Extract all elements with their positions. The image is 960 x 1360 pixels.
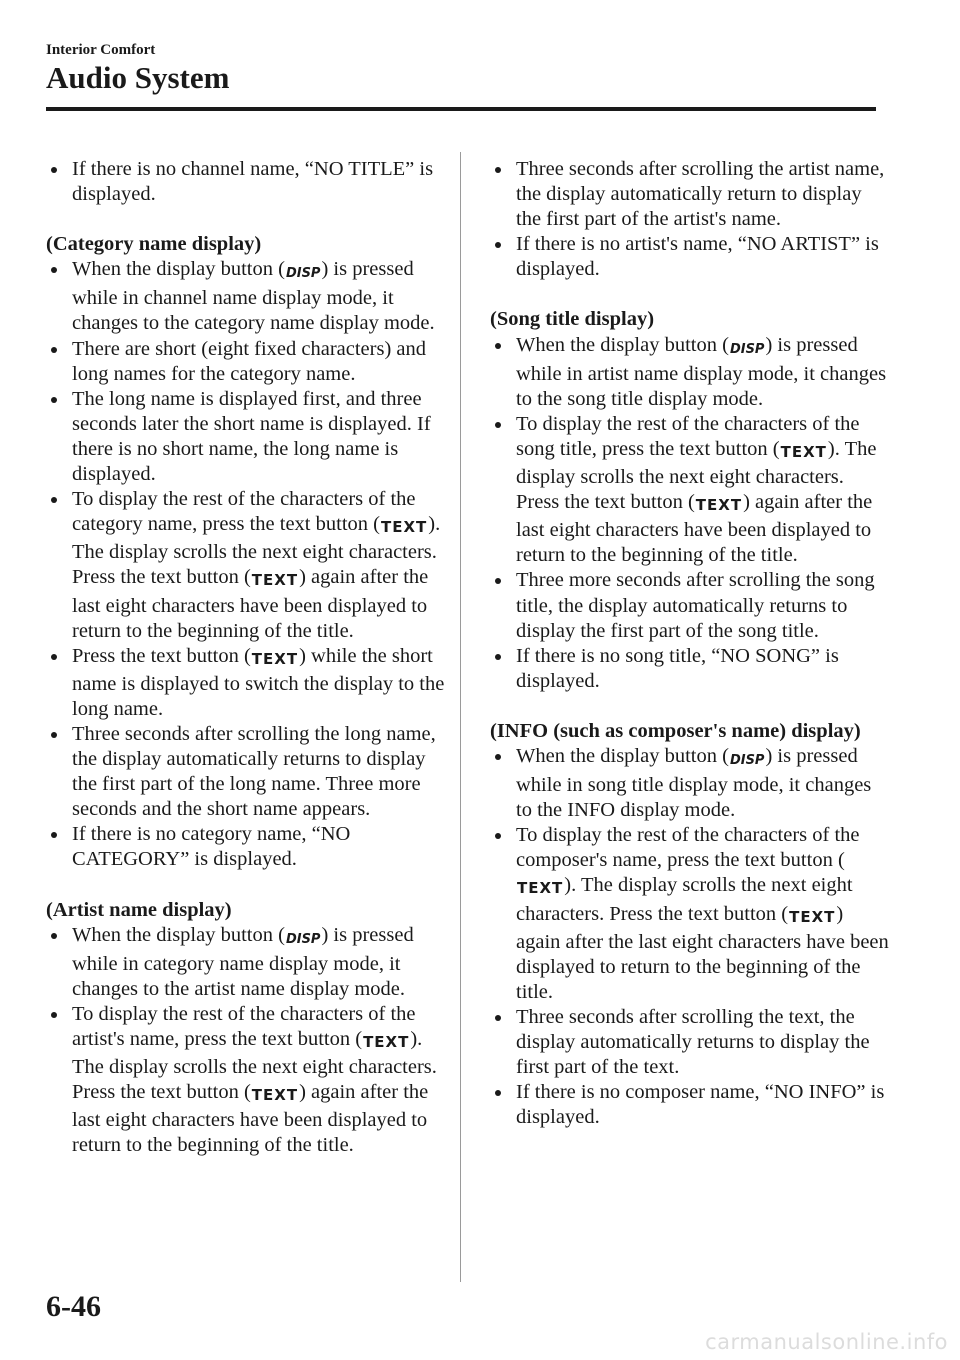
list-item: Three more seconds after scrolling the song title, the display automatically returns to display the first part of the song title.: [490, 568, 890, 643]
section-heading: (Artist name display): [46, 898, 232, 921]
list-item: If there is no category name, “NO CATEGORY” is displayed.: [46, 822, 446, 872]
artist-name-continued: [490, 157, 890, 282]
page-number: 6-46: [46, 1290, 101, 1323]
channel-name-notes: [46, 157, 446, 207]
list-item: When the display button (DISP) is pressed while in artist name display mode, it changes to the song title display mode.: [490, 333, 890, 412]
bullet-dot-icon: [51, 397, 57, 403]
list-item: If there is no song title, “NO SONG” is displayed.: [490, 644, 890, 694]
bullet-dot-icon: [495, 343, 501, 349]
list-item: Three seconds after scrolling the long name, the display automatically returns to display the first part of the long name. Three more seconds and the short name appears.: [46, 722, 446, 822]
list-item: To display the rest of the characters of the category name, press the text button (TEXT). The display scrolls the next eight characters. Press the text button (TEXT) again after the last eight characters have been displayed to return to the beginning of the title.: [46, 487, 446, 644]
section-heading: (INFO (such as composer's name) display): [490, 719, 861, 742]
bullet-dot-icon: [495, 1090, 501, 1096]
bullet-dot-icon: [51, 1012, 57, 1018]
bullet-dot-icon: [495, 578, 501, 584]
disp-button-icon: DISP: [729, 752, 765, 768]
category-name-section: [46, 232, 446, 872]
section-heading: (Song title display): [490, 308, 655, 331]
list-item: Press the text button (TEXT) while the short name is displayed to switch the display to the long name.: [46, 644, 446, 722]
section-heading: (Category name display): [46, 233, 262, 256]
title-rule: [46, 107, 876, 111]
bullet-dot-icon: [51, 497, 57, 503]
right-column: [490, 157, 890, 1130]
list-item: If there is no channel name, “NO TITLE” is displayed.: [46, 157, 446, 207]
text-button-icon: TEXT: [380, 518, 428, 537]
list-item: There are short (eight fixed characters) and long names for the category name.: [46, 337, 446, 387]
list-item: When the display button (DISP) is pressed while in category name display mode, it changes to the artist name display mode.: [46, 923, 446, 1002]
text-button-icon: TEXT: [517, 879, 564, 898]
list-item: To display the rest of the characters of the artist's name, press the text button (TEXT). The display scrolls the next eight characters. Press the text button (TEXT) again after the last eight characters have been displayed to return to the beginning of the title.: [46, 1002, 446, 1159]
list-item: To display the rest of the characters of the song title, press the text button (TEXT). The display scrolls the next eight characters. Press the text button (TEXT) again after the last eight characters have been displayed to return to the beginning of the title.: [490, 412, 890, 569]
bullet-dot-icon: [495, 1015, 501, 1021]
bullet-dot-icon: [495, 654, 501, 660]
bullet-dot-icon: [495, 167, 501, 173]
page-title: Audio System: [46, 60, 230, 95]
text-button-icon: TEXT: [251, 571, 299, 590]
bullet-list: [490, 157, 890, 282]
bullet-dot-icon: [495, 242, 501, 248]
artist-name-section: [46, 898, 446, 1159]
left-column: [46, 157, 446, 1158]
info-section: [490, 719, 890, 1131]
bullet-list: [46, 923, 446, 1159]
bullet-list: [46, 257, 446, 872]
bullet-list: [490, 744, 890, 1130]
list-item: The long name is displayed first, and three seconds later the short name is displayed. If there is no short name, the long name is displayed.: [46, 387, 446, 487]
text-button-icon: TEXT: [251, 649, 299, 668]
bullet-list: [46, 157, 446, 207]
text-button-icon: TEXT: [251, 1086, 299, 1105]
text-button-icon: TEXT: [780, 442, 827, 461]
bullet-dot-icon: [495, 833, 501, 839]
list-item: If there is no artist's name, “NO ARTIST” is displayed.: [490, 232, 890, 282]
list-item: When the display button (DISP) is pressed while in song title display mode, it changes to the INFO display mode.: [490, 744, 890, 823]
list-item: Three seconds after scrolling the artist name, the display automatically return to display the first part of the artist's name.: [490, 157, 890, 232]
text-button-icon: TEXT: [789, 907, 836, 926]
section-label: Interior Comfort: [46, 42, 156, 58]
list-item: If there is no composer name, “NO INFO” is displayed.: [490, 1080, 890, 1130]
bullet-dot-icon: [51, 347, 57, 353]
bullet-list: [490, 333, 890, 694]
list-item: To display the rest of the characters of the composer's name, press the text button (TEXT). The display scrolls the next eight characters. Press the text button (TEXT) again after the last eight characters have been displayed to return to the beginning of the title.: [490, 823, 890, 1005]
text-button-icon: TEXT: [695, 496, 743, 515]
column-divider: [460, 152, 461, 1282]
list-item: When the display button (DISP) is pressed while in channel name display mode, it changes to the category name display mode.: [46, 257, 446, 336]
disp-button-icon: DISP: [285, 266, 321, 282]
bullet-dot-icon: [51, 832, 57, 838]
bullet-dot-icon: [51, 654, 57, 660]
bullet-dot-icon: [51, 167, 57, 173]
bullet-dot-icon: [51, 267, 57, 273]
bullet-dot-icon: [51, 933, 57, 939]
bullet-dot-icon: [51, 732, 57, 738]
bullet-dot-icon: [495, 422, 501, 428]
disp-button-icon: DISP: [729, 341, 765, 357]
list-item: Three seconds after scrolling the text, the display automatically returns to display the first part of the text.: [490, 1005, 890, 1080]
bullet-dot-icon: [495, 754, 501, 760]
text-button-icon: TEXT: [363, 1033, 410, 1051]
song-title-section: [490, 307, 890, 693]
watermark: carmanualsonline.info: [705, 1330, 948, 1354]
disp-button-icon: DISP: [285, 931, 321, 947]
